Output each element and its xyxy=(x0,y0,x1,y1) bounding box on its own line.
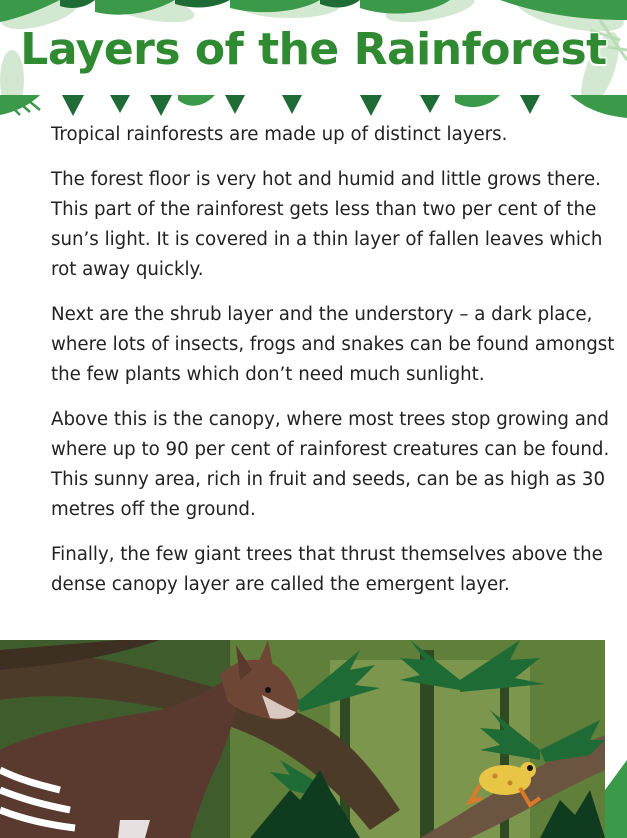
rainforest-scene xyxy=(0,640,627,838)
body-text xyxy=(51,120,616,615)
paragraph-forest-floor: The forest floor is very hot and humid and little grows there. This part of the rainforest gets less than two per cent of the sun’s light. It is covered in a thin layer of fallen leaves which rot away quickly. xyxy=(51,169,603,280)
rainforest-illustration xyxy=(0,640,627,838)
paragraph-intro: Tropical rainforests are made up of distinct layers. xyxy=(51,124,508,145)
page-title: Layers of the Rainforest xyxy=(20,24,607,75)
paragraph-canopy: Above this is the canopy, where most trees stop growing and where up to 90 per cent of rainforest creatures can be found. This sunny area, rich in fruit and seeds, can be as high as 30 metres off the ground. xyxy=(51,409,610,520)
paragraph-emergent: Finally, the few giant trees that thrust themselves above the dense canopy layer are called the emergent layer. xyxy=(51,544,603,595)
paragraph-understory: Next are the shrub layer and the understory – a dark place, where lots of insects, frogs and snakes can be found amongst the few plants which don’t need much sunlight. xyxy=(51,304,615,385)
header-banner xyxy=(0,0,627,118)
